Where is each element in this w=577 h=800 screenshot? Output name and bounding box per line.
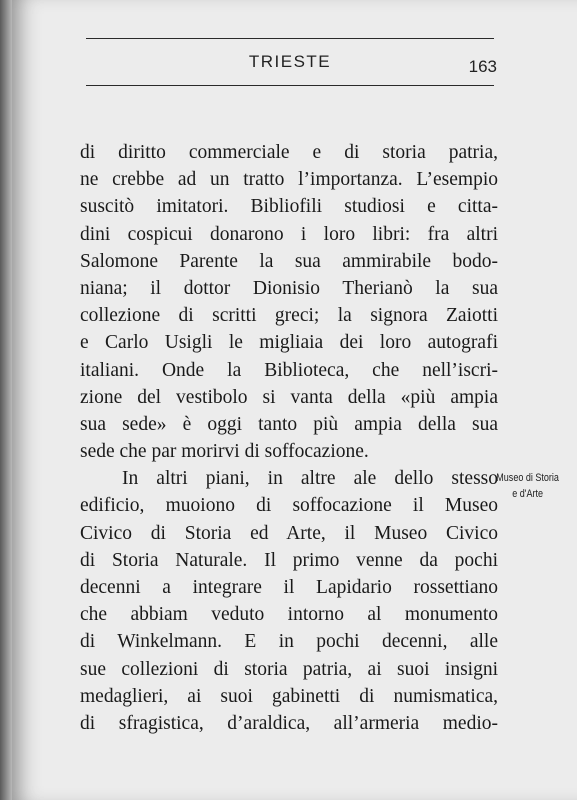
text-line: sue collezioni di storia patria, ai suoi insigni bbox=[80, 658, 498, 680]
body-text bbox=[80, 139, 498, 737]
text-line: italiani. Onde la Biblioteca, che nell’iscri- bbox=[80, 359, 498, 381]
book-gutter bbox=[0, 0, 12, 800]
margin-note bbox=[494, 470, 561, 502]
text-line: Civico di Storia ed Arte, il Museo Civico bbox=[80, 522, 498, 544]
paragraph-end-line: sede che par morirvi di soffocazione. bbox=[80, 441, 369, 463]
text-line: ne crebbe ad un tratto l’importanza. L’esempio bbox=[80, 169, 498, 191]
text-line: dini cospicui donarono i loro libri: fra altri bbox=[80, 223, 498, 245]
text-line: e Carlo Usigli le migliaia dei loro autografi bbox=[80, 332, 498, 354]
text-line: suscitò imitatori. Bibliofili studiosi e citta- bbox=[80, 196, 498, 218]
text-line: di Storia Naturale. Il primo venne da pochi bbox=[80, 549, 498, 571]
text-line: decenni a integrare il Lapidario rossettiano bbox=[80, 577, 498, 598]
text-line: sua sede» è oggi tanto più ampia della sua bbox=[80, 413, 498, 435]
paragraph-first-line: In altri piani, in altre ale dello stesso bbox=[122, 468, 498, 490]
text-line: edificio, muoiono di soffocazione il Museo bbox=[80, 495, 498, 517]
text-line: di diritto commerciale e di storia patria, bbox=[80, 142, 498, 163]
text-line: di Winkelmann. E in pochi decenni, alle bbox=[80, 631, 498, 653]
running-title: TRIESTE bbox=[248, 52, 332, 71]
text-line: Salomone Parente la sua ammirabile bodo- bbox=[80, 250, 498, 272]
text-line: niana; il dottor Dionisio Therianò la sua bbox=[80, 277, 498, 299]
margin-note-line: e d'Arte bbox=[512, 488, 544, 500]
text-line: di sfragistica, d’araldica, all’armeria medio- bbox=[80, 712, 498, 734]
page-number: 163 bbox=[468, 57, 497, 76]
text-line: zione del vestibolo si vanta della «più ampia bbox=[80, 386, 498, 408]
text-line: che abbiam veduto intorno al monumento bbox=[80, 604, 498, 626]
header-rule-bottom bbox=[86, 85, 494, 86]
header-rule-top bbox=[86, 38, 494, 39]
text-line: collezione di scritti greci; la signora Zaiotti bbox=[80, 305, 498, 327]
text-line: medaglieri, ai suoi gabinetti di numismatica, bbox=[80, 685, 498, 707]
margin-note-line: Museo di Storia bbox=[496, 472, 559, 484]
